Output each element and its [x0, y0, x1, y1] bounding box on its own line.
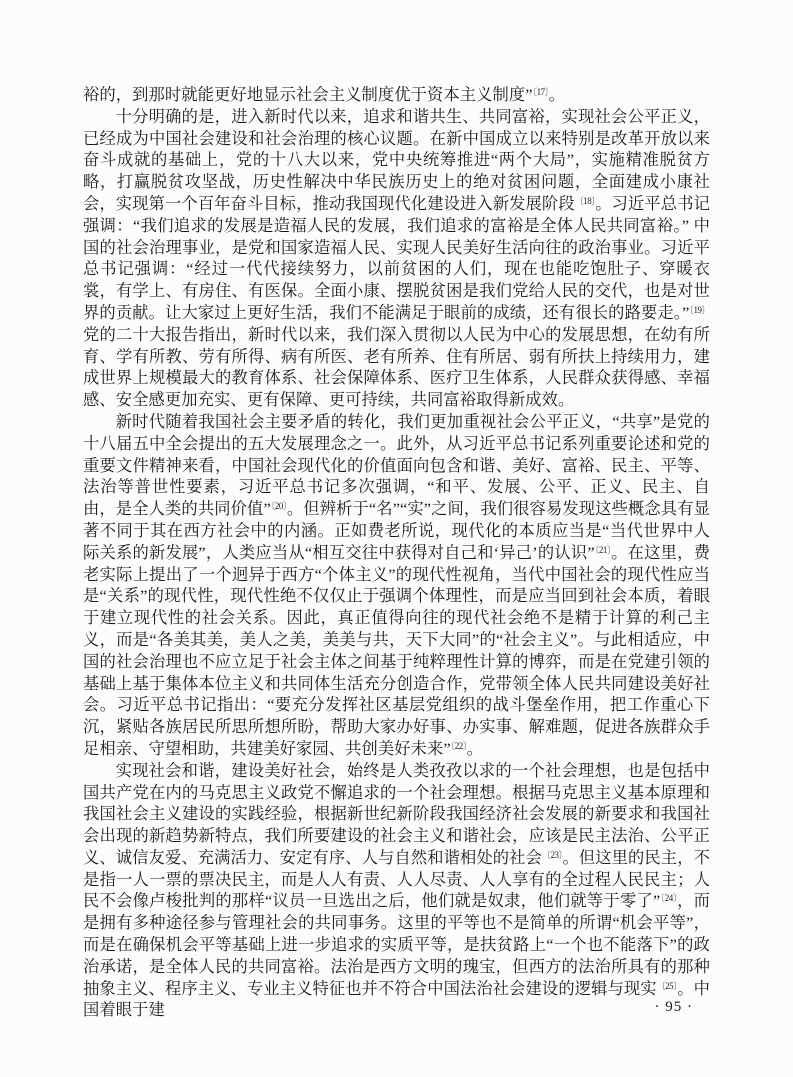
citation-ref: 〔25〕	[656, 980, 678, 991]
article-body	[83, 84, 710, 1021]
citation-ref: 〔18〕	[574, 195, 596, 206]
citation-ref: 〔19〕	[689, 304, 710, 315]
paragraph-text: 。	[548, 85, 566, 104]
paragraph-text: 十分明确的是，进入新时代以来，追求和谐共生、共同富裕，实现社会公平正义，已经成为中国社会建设和社会治理的核心议题。在新中国成立以来特别是改革开放以来奋斗成就的基础上，党的十八大以来，党中央统筹推进“两个大局”，实施精准脱贫方略，打赢脱贫攻坚战，历史性解决中华民族历史上的绝对贫困问题，全面建成小康社会，实现第一个百年奋斗目标，推动我国现代化建设进入新发展阶段	[83, 106, 710, 213]
paragraph	[83, 84, 710, 106]
paragraph-text: ，而是拥有多种途径参与管理社会的共同事务。这里的平等也不是简单的所谓“机会平等”，而是在确保机会平等基础上进一步追求的实质平等，是扶贫路上“一个也不能落下”的政治承诺，是全体人民的共同富裕。法治是西方文明的瑰宝，但西方的法治所具有的那种抽象主义、程序主义、专业主义特征也并不符合中国法治社会建设的逻辑与现实	[83, 891, 710, 998]
paragraph-text: 。但辨析于“名”“实”之间，我们很容易发现这些概念具有显著不同于其在西方社会中的内涵。正如费老所说，现代化的本质应当是“当代世界中人际关系的新发展”，人类应当从“相互交往中获得对自己和‘异己’的认识”	[83, 499, 710, 562]
paragraph-text: 。习近平总书记强调：“我们追求的发展是造福人民的发展，我们追求的富裕是全体人民共同富裕。” 中国的社会治理事业，是党和国家造福人民、实现人民美好生活向往的政治事业。习近平总书记强调：“经过一代代接续努力，以前贫困的人们，现在也能吃饱肚子、穿暖衣裳，有学上、有房住、有医保。全面小康、摆脱贫困是我们党给人民的交代，也是对世界的贡献。让大家过上更好生活，我们不能满足于眼前的成绩，还有很长的路要走。”	[83, 193, 710, 322]
paragraph-text: 党的二十大报告指出，新时代以来，我们深入贯彻以人民为中心的发展思想，在幼有所育、学有所教、劳有所得、病有所医、老有所养、住有所居、弱有所扶上持续用力，建成世界上规模最大的教育体系、社会保障体系、医疗卫生体系，人民群众获得感、幸福感、安全感更加充实、更有保障、更可持续，共同富裕取得新成效。	[83, 324, 710, 410]
paragraph-text: 。但这里的民主，不是指一人一票的票决民主，而是人人有责、人人尽责、人人享有的全过程人民民主；人民不会像卢梭批判的那样“议员一旦选出之后，他们就是奴隶，他们就等于零了”	[83, 847, 710, 911]
paragraph-text: 。中国着眼于建	[83, 978, 710, 1020]
citation-ref: 〔22〕	[450, 740, 467, 751]
paragraph	[83, 411, 710, 760]
paragraph	[83, 760, 710, 1022]
citation-ref: 〔20〕	[270, 501, 287, 512]
citation-ref: 〔24〕	[660, 893, 678, 904]
citation-ref: 〔23〕	[541, 849, 563, 860]
citation-ref: 〔17〕	[532, 87, 549, 97]
citation-ref: 〔21〕	[594, 544, 612, 555]
paragraph	[83, 106, 710, 411]
paragraph-text: 。	[466, 738, 484, 758]
paragraph-text: 实现社会和谐，建设美好社会，始终是人类孜孜以求的一个社会理想，也是包括中国共产党在内的马克思主义政党不懈追求的一个社会理想。根据马克思主义基本原理和我国社会主义建设的实践经验，根据新世纪新阶段我国经济社会发展的新要求和我国社会出现的新趋势新特点，我们所要建设的社会主义和谐社会，应该是民主法治、公平正义、诚信友爱、充满活力、安定有序、人与自然和谐相处的社会	[83, 760, 710, 867]
paragraph-text: 新时代随着我国社会主要矛盾的转化，我们更加重视社会公平正义，“共享”是党的十八届五中全会提出的五大发展理念之一。此外，从习近平总书记系列重要论述和党的重要文件精神来看，中国社会现代化的价值面向包含和谐、美好、富裕、民主、平等、法治等普世性要素，习近平总书记多次强调，“和平、发展、公平、正义、民主、自由，是全人类的共同价值”	[83, 411, 710, 519]
paragraph-text: 。在这里，费老实际上提出了一个迥异于西方“个体主义”的现代性视角，当代中国社会的现代性应当是“关系”的现代性，现代性绝不仅仅止于强调个体理性，而是应当回到社会本质，着眼于建立现代性的社会关系。因此，真正值得向往的现代社会绝不是精于计算的利己主义，而是“各美其美，美人之美，美美与共，天下大同”的“社会主义”。与此相适应，中国的社会治理也不应立足于社会主体之间基于纯粹理性计算的博弈，而是在党建引领的基础上基于集体本位主义和共同体生活充分创造合作，党带领全体人民共同建设美好社会。习近平总书记指出：“要充分发挥社区基层党组织的战斗堡垒作用，把工作重心下沉，紧贴各族居民所思所想所盼，帮助大家办好事、办实事、解难题，促进各族群众手足相亲、守望相助，共建美好家园、共创美好未来”	[83, 542, 710, 758]
paragraph-text: 裕的，到那时就能更好地显示社会主义制度优于资本主义制度”	[83, 85, 533, 104]
page-number: · 95 ·	[654, 999, 693, 1015]
